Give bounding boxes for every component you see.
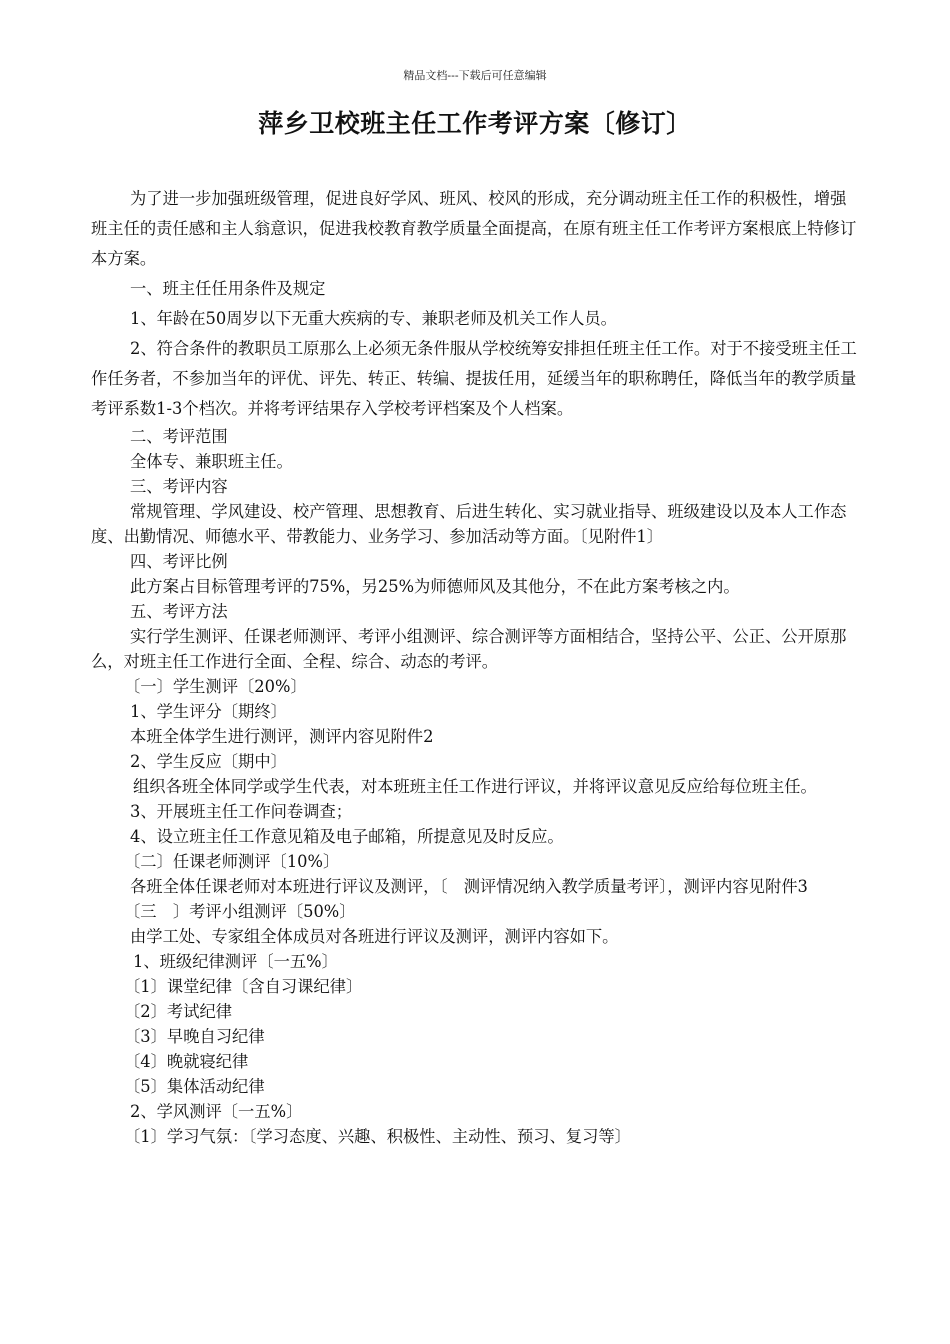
section-heading-1: 一、班主任任用条件及规定 <box>130 279 326 298</box>
intro-paragraph: 为了进一步加强班级管理，促进良好学风、班风、校风的形成，充分调动班主任工作的积极性，增强班主任的责任感和主人翁意识，促进我校教育教学质量全面提高，在原有班主任工作考评方案根底上特修订本方案。 <box>91 189 857 268</box>
list-item: 1、学生评分〔期终〕 <box>130 702 287 721</box>
list-item: 2、学风测评〔一五%〕 <box>130 1102 303 1121</box>
header-note: 精品文档---下载后可任意编辑 <box>403 69 547 82</box>
list-item: 1、班级纪律测评〔一五%〕 <box>133 952 338 971</box>
paragraph: 全体专、兼职班主任。 <box>130 452 293 471</box>
section-heading-5: 五、考评方法 <box>130 602 228 621</box>
document-body <box>91 184 861 1149</box>
subsection-heading: 〔三 〕考评小组测评〔50%〕 <box>124 902 356 921</box>
document-title: 萍乡卫校班主任工作考评方案〔修订〕 <box>258 109 692 138</box>
section-heading-3: 三、考评内容 <box>130 477 228 496</box>
section-heading-4: 四、考评比例 <box>130 552 228 571</box>
paragraph: 常规管理、学风建设、校产管理、思想教育、后进生转化、实习就业指导、班级建设以及本人工作态度、出勤情况、师德水平、带教能力、业务学习、参加活动等方面。〔见附件1〕 <box>91 502 847 546</box>
list-item: 〔5〕集体活动纪律 <box>124 1077 265 1096</box>
paragraph: 本班全体学生进行测评，测评内容见附件2 <box>130 727 434 746</box>
subsection-heading: 〔一〕学生测评〔20%〕 <box>124 677 307 696</box>
paragraph: 由学工处、专家组全体成员对各班进行评议及测评，测评内容如下。 <box>130 927 619 946</box>
paragraph: 组织各班全体同学或学生代表，对本班班主任工作进行评议，并将评议意见反应给每位班主任。 <box>133 777 817 796</box>
paragraph: 此方案占目标管理考评的75%，另25%为师德师风及其他分，不在此方案考核之内。 <box>130 577 740 596</box>
list-item: 〔1〕课堂纪律〔含自习课纪律〕 <box>124 977 363 996</box>
list-item: 〔1〕学习气氛：〔学习态度、兴趣、积极性、主动性、预习、复习等〕 <box>124 1127 631 1146</box>
list-item: 3、开展班主任工作问卷调查； <box>130 802 353 821</box>
section-heading-2: 二、考评范围 <box>130 427 228 446</box>
list-item: 〔3〕早晚自习纪律 <box>124 1027 265 1046</box>
list-item: 2、学生反应〔期中〕 <box>130 752 287 771</box>
list-item: 〔2〕考试纪律 <box>124 1002 233 1021</box>
paragraph: 1、年龄在50周岁以下无重大疾病的专、兼职老师及机关工作人员。 <box>130 309 617 328</box>
subsection-heading: 〔二〕任课老师测评〔10%〕 <box>124 852 340 871</box>
paragraph: 各班全体任课老师对本班进行评议及测评，〔 测评情况纳入教学质量考评〕，测评内容见附件3 <box>130 877 808 896</box>
paragraph: 2、符合条件的教职员工原那么上必须无条件服从学校统筹安排担任班主任工作。对于不接受班主任工作任务者，不参加当年的评优、评先、转正、转编、提拔任用，延缓当年的职称聘任，降低当年的教学质量考评系数1-3个档次。并将考评结果存入学校考评档案及个人档案。 <box>91 339 857 418</box>
list-item: 4、设立班主任工作意见箱及电子邮箱，所提意见及时反应。 <box>130 827 564 846</box>
paragraph: 实行学生测评、任课老师测评、考评小组测评、综合测评等方面相结合，坚持公平、公正、公开原那么，对班主任工作进行全面、全程、综合、动态的考评。 <box>91 627 847 671</box>
list-item: 〔4〕晚就寝纪律 <box>124 1052 249 1071</box>
